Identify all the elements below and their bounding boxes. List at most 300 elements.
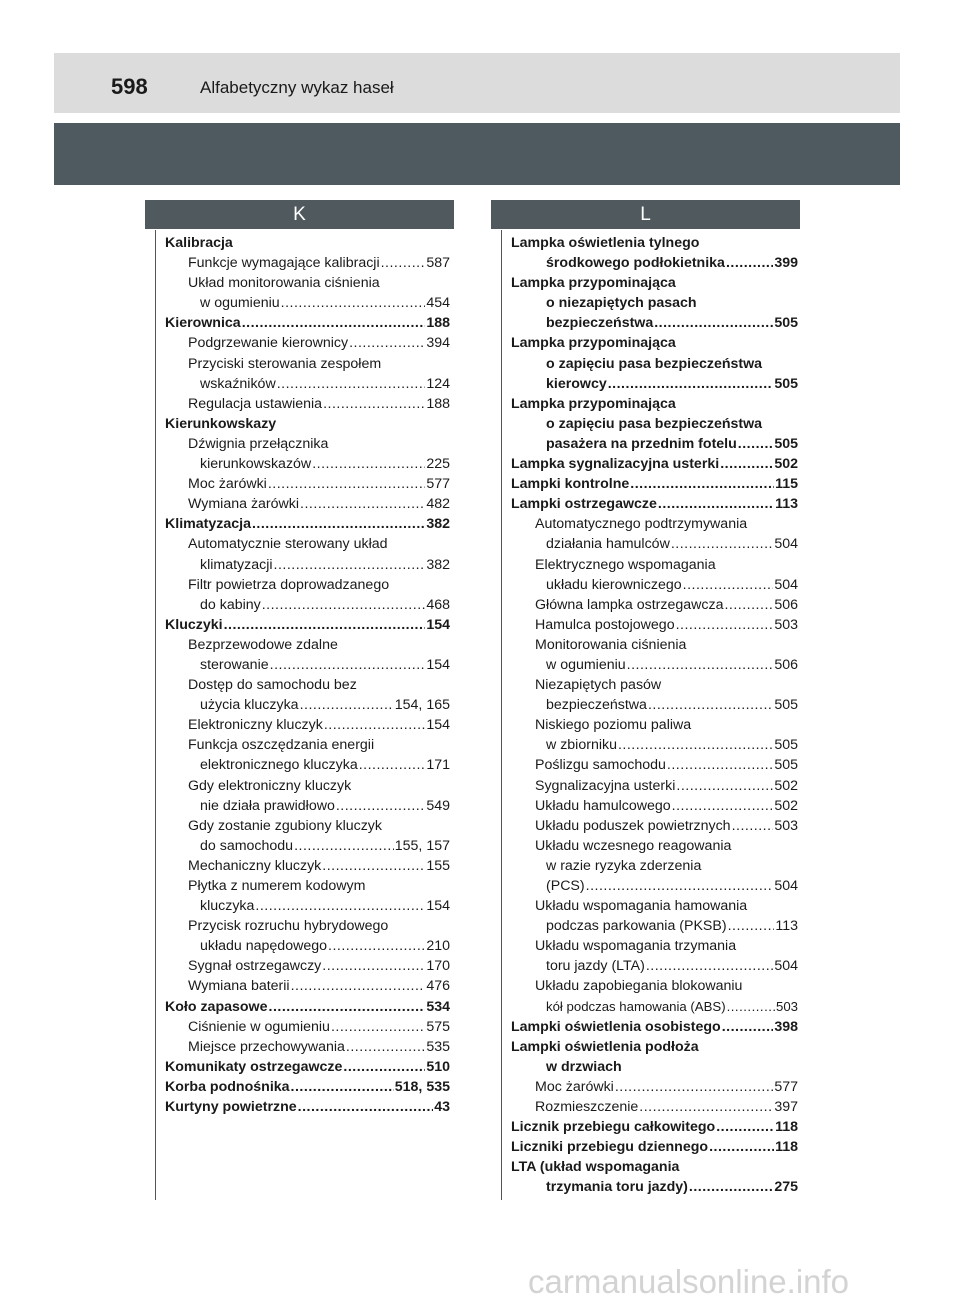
index-entry: [511, 695, 798, 715]
dot-leader: [667, 755, 773, 775]
index-entry: [165, 1037, 450, 1057]
index-entry: [511, 615, 798, 635]
dot-leader: [672, 796, 774, 816]
index-entry-page: 154: [426, 717, 450, 734]
index-entry-page: 43: [434, 1099, 450, 1116]
index-entry: [165, 976, 450, 996]
index-entry-text: o zapięciu pasa bezpieczeństwa: [546, 355, 763, 372]
index-entry: [511, 293, 798, 313]
index-entry-page: 518, 535: [394, 1078, 450, 1095]
index-entry: [165, 776, 450, 796]
index-entry-text: Lampki ostrzegawcze: [511, 496, 657, 513]
dot-leader: [281, 293, 426, 313]
index-entry-text: układu napędowego: [200, 938, 328, 955]
index-entry-text: Kierunkowskazy: [165, 415, 277, 432]
index-entry-text: Kalibracja: [165, 235, 233, 251]
dot-leader: [252, 514, 425, 534]
index-entry: [511, 555, 798, 575]
index-entry-page: 506: [774, 656, 798, 673]
index-entry: [165, 333, 450, 353]
index-entry-text: trzymania toru jazdy): [546, 1179, 688, 1196]
index-entry-text: LTA (układ wspomagania: [511, 1159, 680, 1176]
index-entry: [165, 1097, 450, 1117]
dot-leader: [618, 735, 773, 755]
index-entry-page: 502: [774, 797, 798, 814]
index-entry-page: 399: [774, 255, 798, 272]
index-entry-text: w drzwiach: [546, 1058, 622, 1075]
index-entry-text: sterowanie: [200, 656, 269, 673]
index-entry-text: Komunikaty ostrzegawcze: [165, 1058, 343, 1075]
index-entry-text: działania hamulców: [546, 536, 670, 553]
index-entry-page: 476: [426, 978, 450, 995]
index-entry-text: klimatyzacji: [200, 556, 273, 573]
index-entry: [511, 374, 798, 394]
dot-leader: [291, 1077, 394, 1097]
index-entry: [511, 776, 798, 796]
index-entry-text: w ogumieniu: [200, 295, 280, 312]
index-entry-text: Układ monitorowania ciśnienia: [188, 275, 380, 292]
index-entry: [511, 675, 798, 695]
index-entry-page: 154: [426, 656, 450, 673]
index-entry-text: Gdy zostanie zgubiony kluczyk: [188, 817, 382, 834]
index-entry: [511, 414, 798, 434]
index-entry: [165, 253, 450, 273]
index-entry: [511, 434, 798, 454]
index-entry-text: środkowego podłokietnika: [546, 255, 725, 272]
index-entry-text: Układu poduszek powietrznych: [535, 817, 731, 834]
index-entry-page: 534: [426, 998, 450, 1015]
index-entry-text: Moc żarówki: [188, 476, 267, 493]
index-entry-page: 454: [426, 295, 450, 312]
index-entry: [165, 555, 450, 575]
dot-leader: [676, 615, 774, 635]
index-entry-text: (PCS): [546, 878, 585, 894]
index-entry-page: 505: [774, 435, 798, 452]
index-entry-text: Sygnał ostrzegawczy: [188, 958, 322, 975]
index-column-l: [511, 233, 798, 1198]
index-entry: [511, 494, 798, 514]
index-entry-text: Moc żarówki: [535, 1078, 614, 1095]
index-entry-text: kół podczas hamowania (ABS): [546, 998, 726, 1014]
index-entry: [511, 534, 798, 554]
index-entry: [511, 1017, 798, 1037]
index-entry-text: Automatycznie sterowany układ: [188, 536, 388, 553]
index-entry-text: Elektrycznego wspomagania: [535, 556, 716, 573]
index-entry: [165, 595, 450, 615]
dot-leader: [331, 1017, 425, 1037]
index-entry-page: 510: [426, 1058, 450, 1075]
dot-leader: [709, 1137, 774, 1157]
index-entry-page: 398: [774, 1018, 798, 1035]
index-entry-text: Poślizgu samochodu: [535, 757, 666, 774]
index-entry: [165, 293, 450, 313]
index-entry: [165, 936, 450, 956]
index-entry-text: Układu zapobiegania blokowaniu: [535, 978, 743, 995]
index-entry: [511, 755, 798, 775]
dot-leader: [324, 715, 426, 735]
dot-leader: [312, 454, 425, 474]
dot-leader: [300, 494, 425, 514]
section-header-l: L: [491, 200, 800, 229]
index-entry: [165, 836, 450, 856]
index-entry-page: 577: [774, 1078, 798, 1095]
index-entry-text: bezpieczeństwa: [546, 697, 647, 714]
dot-leader: [277, 374, 426, 394]
dot-leader: [722, 1017, 774, 1037]
index-entry-page: 113: [775, 496, 798, 513]
index-entry: [511, 474, 798, 494]
index-entry: [511, 253, 798, 273]
dot-leader: [738, 434, 774, 454]
index-entry-page: 577: [426, 476, 450, 493]
index-entry: [165, 374, 450, 394]
index-entry: [511, 876, 798, 896]
index-entry-text: w zbiorniku: [546, 737, 617, 754]
index-entry-page: 504: [774, 536, 798, 553]
index-entry-page: 397: [774, 1099, 798, 1116]
index-entry: [511, 1177, 798, 1197]
index-entry-page: 502: [774, 456, 798, 473]
index-entry-text: Funkcje wymagające kalibracji: [188, 255, 380, 272]
index-entry: [511, 1117, 798, 1137]
index-entry-page: 575: [426, 1018, 450, 1035]
index-entry-text: Układu wczesnego reagowania: [535, 837, 732, 854]
page-number: 598: [111, 74, 148, 99]
dot-leader: [298, 1097, 434, 1117]
index-entry: [165, 534, 450, 554]
dot-leader: [732, 816, 774, 836]
index-entry: [165, 575, 450, 595]
index-entry: [511, 997, 798, 1017]
index-entry-text: Przyciski sterowania zespołem: [188, 355, 382, 372]
index-entry-text: układu kierowniczego: [546, 576, 682, 593]
dot-leader: [322, 856, 425, 876]
dot-leader: [270, 655, 426, 675]
index-entry-page: 188: [426, 395, 450, 412]
index-entry-text: użycia kluczyka: [200, 697, 299, 714]
index-entry: [511, 916, 798, 936]
index-entry-text: kierowcy: [546, 375, 607, 392]
index-entry-text: Kierownica: [165, 315, 241, 332]
index-entry: [511, 856, 798, 876]
dot-leader: [381, 253, 426, 273]
index-entry-text: Przycisk rozruchu hybrydowego: [188, 918, 389, 935]
dot-leader: [328, 936, 425, 956]
index-entry: [511, 1137, 798, 1157]
index-entry-page: 503: [775, 998, 798, 1014]
dot-leader: [323, 394, 425, 414]
dot-leader: [689, 1177, 773, 1197]
index-entry: [165, 474, 450, 494]
index-entry: [165, 615, 450, 635]
index-entry-text: do kabiny: [200, 596, 261, 613]
index-entry: [165, 1057, 450, 1077]
index-entry-page: 503: [774, 616, 798, 633]
index-entry: [165, 715, 450, 735]
index-entry-page: 587: [426, 255, 450, 272]
dot-leader: [255, 896, 425, 916]
index-entry-page: 154, 165: [394, 697, 450, 714]
index-entry-text: Miejsce przechowywania: [188, 1038, 345, 1055]
index-entry-text: Mechaniczny kluczyk: [188, 857, 322, 874]
index-entry-page: 504: [774, 576, 798, 593]
index-entry: [165, 1017, 450, 1037]
index-entry-page: 482: [426, 496, 450, 513]
index-entry-page: 171: [426, 757, 450, 774]
index-entry: [165, 635, 450, 655]
index-entry-text: Lampki oświetlenia podłoża: [511, 1038, 699, 1055]
index-entry-text: Sygnalizacyjna usterki: [535, 777, 676, 794]
index-entry-page: 154: [426, 898, 450, 915]
index-entry-text: Dźwignia przełącznika: [188, 435, 329, 452]
index-entry-text: Automatycznego podtrzymywania: [535, 516, 748, 533]
dot-leader: [608, 374, 774, 394]
dot-leader: [648, 695, 773, 715]
index-entry: [511, 896, 798, 916]
index-entry-page: 118: [775, 1139, 798, 1156]
index-entry: [511, 1097, 798, 1117]
index-entry: [511, 735, 798, 755]
index-entry: [511, 575, 798, 595]
dot-leader: [728, 916, 775, 936]
index-entry-text: Lampki kontrolne: [511, 476, 630, 493]
index-entry: [165, 655, 450, 675]
index-entry-page: 504: [774, 878, 798, 894]
index-entry: [165, 514, 450, 534]
index-entry-text: Wymiana baterii: [188, 978, 290, 995]
index-entry: [165, 313, 450, 333]
index-entry: [165, 856, 450, 876]
dot-leader: [676, 776, 773, 796]
index-entry: [511, 233, 798, 253]
index-entry-text: o zapięciu pasa bezpieczeństwa: [546, 415, 763, 432]
index-entry: [511, 836, 798, 856]
index-entry-page: 118: [775, 1119, 798, 1136]
index-entry-page: 124: [426, 375, 450, 392]
dot-leader: [349, 333, 425, 353]
index-entry: [165, 394, 450, 414]
index-entry-text: kierunkowskazów: [200, 456, 312, 473]
index-entry-text: Liczniki przebiegu dziennego: [511, 1139, 709, 1156]
dot-leader: [322, 956, 425, 976]
index-entry-text: pasażera na przednim fotelu: [546, 435, 737, 452]
index-entry: [511, 595, 798, 615]
index-entry: [511, 936, 798, 956]
index-entry-text: elektronicznego kluczyka: [200, 757, 358, 774]
column-rule-right: [501, 230, 502, 1200]
index-entry: [165, 816, 450, 836]
index-entry: [511, 273, 798, 293]
index-entry: [165, 273, 450, 293]
header-band: [54, 53, 900, 113]
index-entry-text: Monitorowania ciśnienia: [535, 636, 687, 653]
dot-leader: [343, 1057, 425, 1077]
index-entry-text: nie działa prawidłowo: [200, 797, 335, 814]
index-entry: [511, 313, 798, 333]
index-entry-text: Główna lampka ostrzegawcza: [535, 596, 724, 613]
index-entry: [165, 414, 450, 434]
index-entry: [511, 333, 798, 353]
index-entry-text: wskaźników: [200, 375, 276, 392]
index-entry-text: Korba podnośnika: [165, 1078, 290, 1095]
index-entry-page: 155: [426, 857, 450, 874]
index-entry-page: 188: [426, 315, 450, 332]
index-entry: [165, 233, 450, 253]
dot-leader: [726, 253, 773, 273]
dot-leader: [262, 595, 426, 615]
index-entry-page: 115: [775, 476, 798, 493]
index-entry-text: bezpieczeństwa: [546, 315, 654, 332]
dot-leader: [683, 575, 774, 595]
index-entry: [165, 876, 450, 896]
index-entry-text: Gdy elektroniczny kluczyk: [188, 777, 352, 794]
index-entry-page: 504: [774, 958, 798, 975]
dot-leader: [291, 976, 426, 996]
index-entry-text: Układu wspomagania trzymania: [535, 938, 737, 955]
index-entry-text: w ogumieniu: [546, 656, 626, 673]
dot-leader: [269, 997, 426, 1017]
index-entry-page: 394: [426, 335, 450, 352]
index-entry: [165, 434, 450, 454]
dot-leader: [716, 1117, 774, 1137]
index-entry-text: Lampka przypominająca: [511, 395, 676, 412]
index-entry-page: 505: [774, 757, 798, 774]
index-entry-text: Ciśnienie w ogumieniu: [188, 1018, 330, 1035]
index-entry-text: podczas parkowania (PKSB): [546, 918, 727, 935]
index-entry-text: Kurtyny powietrzne: [165, 1099, 297, 1116]
index-column-k: [165, 233, 450, 1117]
index-entry-text: Lampki oświetlenia osobistego: [511, 1018, 721, 1035]
dot-leader: [224, 615, 426, 635]
index-entry: [165, 675, 450, 695]
index-entry-page: 502: [774, 777, 798, 794]
index-entry-text: Kluczyki: [165, 616, 223, 633]
index-entry-text: o niezapiętych pasach: [546, 295, 697, 312]
index-entry: [511, 816, 798, 836]
index-entry: [511, 715, 798, 735]
dot-leader: [630, 474, 774, 494]
index-entry: [165, 695, 450, 715]
index-entry-page: 210: [426, 938, 450, 955]
index-entry-text: Układu wspomagania hamowania: [535, 898, 748, 915]
index-entry-text: Lampka oświetlenia tylnego: [511, 235, 700, 251]
index-entry-text: Koło zapasowe: [165, 998, 268, 1015]
dot-leader: [268, 474, 425, 494]
index-entry-page: 505: [774, 697, 798, 714]
index-entry: [165, 354, 450, 374]
dot-leader: [300, 695, 394, 715]
index-entry-text: Płytka z numerem kodowym: [188, 878, 366, 894]
dot-leader: [346, 1037, 425, 1057]
index-entry: [511, 514, 798, 534]
index-entry: [511, 1077, 798, 1097]
index-entry-page: 154: [426, 616, 450, 633]
index-entry-page: 382: [426, 556, 450, 573]
index-entry-text: Lampka przypominająca: [511, 335, 676, 352]
index-entry-page: 505: [774, 375, 798, 392]
dot-leader: [639, 1097, 773, 1117]
index-entry-page: 155, 157: [394, 837, 450, 854]
dot-leader: [294, 836, 394, 856]
dot-leader: [724, 595, 773, 615]
index-entry-text: Dostęp do samochodu bez: [188, 677, 357, 694]
column-rule-left: [155, 230, 156, 1200]
index-entry-page: 275: [774, 1179, 798, 1196]
index-entry: [511, 956, 798, 976]
dot-leader: [727, 997, 775, 1017]
dot-leader: [720, 454, 773, 474]
index-entry-text: toru jazdy (LTA): [546, 958, 645, 975]
dot-leader: [654, 313, 773, 333]
index-entry-page: 382: [426, 516, 450, 533]
index-entry: [511, 796, 798, 816]
dot-leader: [336, 796, 425, 816]
index-entry: [511, 354, 798, 374]
index-entry: [165, 755, 450, 775]
dot-leader: [671, 534, 774, 554]
index-entry-page: 549: [426, 797, 450, 814]
index-entry-page: 225: [426, 456, 450, 473]
index-entry: [165, 997, 450, 1017]
index-entry-text: Niskiego poziomu paliwa: [535, 717, 692, 734]
index-entry-text: Regulacja ustawienia: [188, 395, 323, 412]
index-entry-text: kluczyka: [200, 898, 255, 915]
index-entry: [511, 1057, 798, 1077]
dot-leader: [586, 876, 774, 896]
page-title: Alfabetyczny wykaz haseł: [200, 78, 394, 97]
index-entry-text: Układu hamulcowego: [535, 797, 671, 814]
watermark: carmanualsonline.info: [528, 1263, 850, 1300]
index-entry-page: 506: [774, 596, 798, 613]
dot-leader: [658, 494, 774, 514]
index-entry-page: 170: [426, 958, 450, 975]
index-entry-page: 505: [774, 315, 798, 332]
index-entry: [165, 454, 450, 474]
index-entry-text: Lampka sygnalizacyjna usterki: [511, 456, 720, 473]
decorative-band: [54, 123, 900, 185]
dot-leader: [359, 755, 426, 775]
index-entry-text: Bezprzewodowe zdalne: [188, 636, 338, 653]
dot-leader: [274, 555, 426, 575]
dot-leader: [646, 956, 774, 976]
index-entry: [511, 976, 798, 996]
index-entry-text: Rozmieszczenie: [535, 1099, 639, 1116]
index-entry-text: Podgrzewanie kierownicy: [188, 335, 349, 352]
index-entry: [165, 494, 450, 514]
index-entry-page: 503: [774, 817, 798, 834]
index-entry-page: 505: [774, 737, 798, 754]
index-entry-page: 535: [426, 1038, 450, 1055]
index-entry: [165, 916, 450, 936]
index-entry-text: Klimatyzacja: [165, 516, 251, 533]
index-entry: [511, 1157, 798, 1177]
index-entry-page: 468: [426, 596, 450, 613]
dot-leader: [615, 1077, 773, 1097]
index-entry-text: Filtr powietrza doprowadzanego: [188, 576, 390, 593]
index-entry-text: Hamulca postojowego: [535, 616, 675, 633]
index-entry: [165, 1077, 450, 1097]
index-entry-text: Elektroniczny kluczyk: [188, 717, 323, 734]
index-entry: [511, 394, 798, 414]
index-entry-text: Licznik przebiegu całkowitego: [511, 1119, 716, 1136]
index-entry: [165, 956, 450, 976]
dot-leader: [242, 313, 426, 333]
index-entry-page: 113: [775, 918, 798, 935]
index-entry-text: Niezapiętych pasów: [535, 677, 662, 694]
dot-leader: [627, 655, 774, 675]
index-entry: [165, 735, 450, 755]
index-entry: [511, 454, 798, 474]
